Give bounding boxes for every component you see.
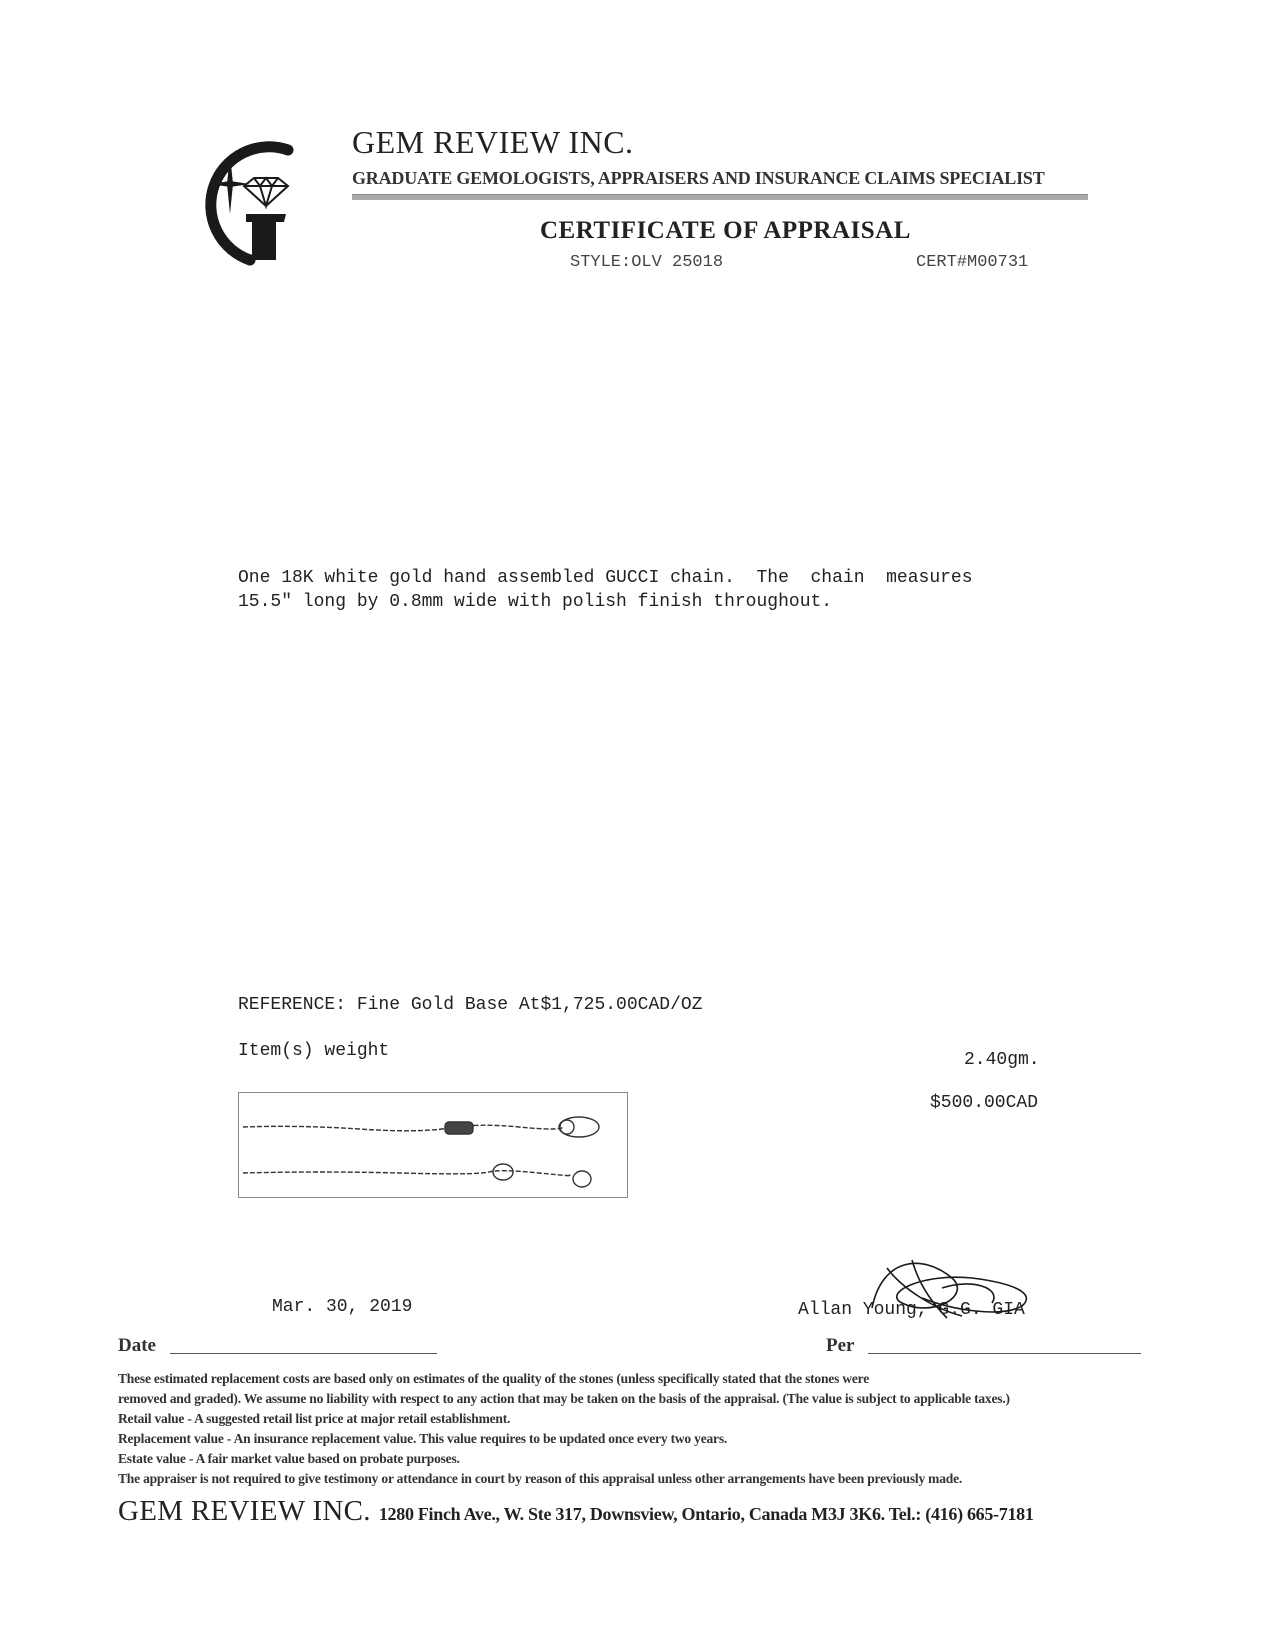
disclaimer-line: These estimated replacement costs are based only on estimates of the quality of the stones (unless specifically stated that the stones were — [118, 1371, 869, 1386]
certificate-title: CERTIFICATE OF APPRAISAL — [540, 217, 911, 244]
weight-label: Item(s) weight — [238, 1041, 390, 1061]
appraised-value: $500.00CAD — [930, 1093, 1039, 1113]
per-signature-line — [868, 1353, 1141, 1354]
appraiser-name: Allan Young, G.G. GIA — [798, 1300, 1025, 1320]
gold-reference: REFERENCE: Fine Gold Base At$1,725.00CAD/OZ — [238, 995, 703, 1015]
date-label: Date — [118, 1335, 156, 1356]
disclaimer-line: Estate value - A fair market value based on probate purposes. — [118, 1451, 460, 1466]
disclaimer-line: Retail value - A suggested retail list price at major retail establishment. — [118, 1411, 511, 1426]
chain-strand-bottom — [243, 1164, 591, 1187]
disclaimer-line: The appraiser is not required to give testimony or attendance in court by reason of this appraisal unless other arrangements have been previously made. — [118, 1471, 963, 1486]
disclaimer-line: Replacement value - An insurance replacement value. This value requires to be updated once every two years. — [118, 1431, 728, 1446]
chain-strand-top — [243, 1117, 599, 1137]
date-signature-line — [170, 1353, 437, 1354]
item-description: One 18K white gold hand assembled GUCCI chain. The chain measures 15.5" long by 0.8mm wide with polish finish throughout. — [238, 568, 973, 612]
item-photo — [238, 1092, 628, 1198]
header-divider — [352, 194, 1088, 200]
weight-value: 2.40gm. — [964, 1050, 1040, 1070]
disclaimer-line: removed and graded). We assume no liability with respect to any action that may be taken on the basis of the appraisal. (The value is subject to applicable taxes.) — [118, 1391, 1010, 1406]
company-tagline: GRADUATE GEMOLOGISTS, APPRAISERS AND INSURANCE CLAIMS SPECIALIST — [352, 168, 1045, 188]
appraisal-date: Mar. 30, 2019 — [272, 1297, 413, 1317]
footer-company-name: GEM REVIEW INC. — [118, 1495, 371, 1527]
footer — [118, 1495, 1034, 1528]
per-label: Per — [826, 1335, 855, 1356]
style-number: STYLE:OLV 25018 — [570, 253, 724, 272]
footer-address: 1280 Finch Ave., W. Ste 317, Downsview, Ontario, Canada M3J 3K6. Tel.: (416) 665-7181 — [378, 1504, 1034, 1524]
company-name: GEM REVIEW INC. — [352, 124, 634, 160]
company-logo — [180, 128, 300, 268]
certificate-number: CERT#M00731 — [916, 253, 1029, 272]
handwritten-signature — [862, 1248, 1052, 1323]
